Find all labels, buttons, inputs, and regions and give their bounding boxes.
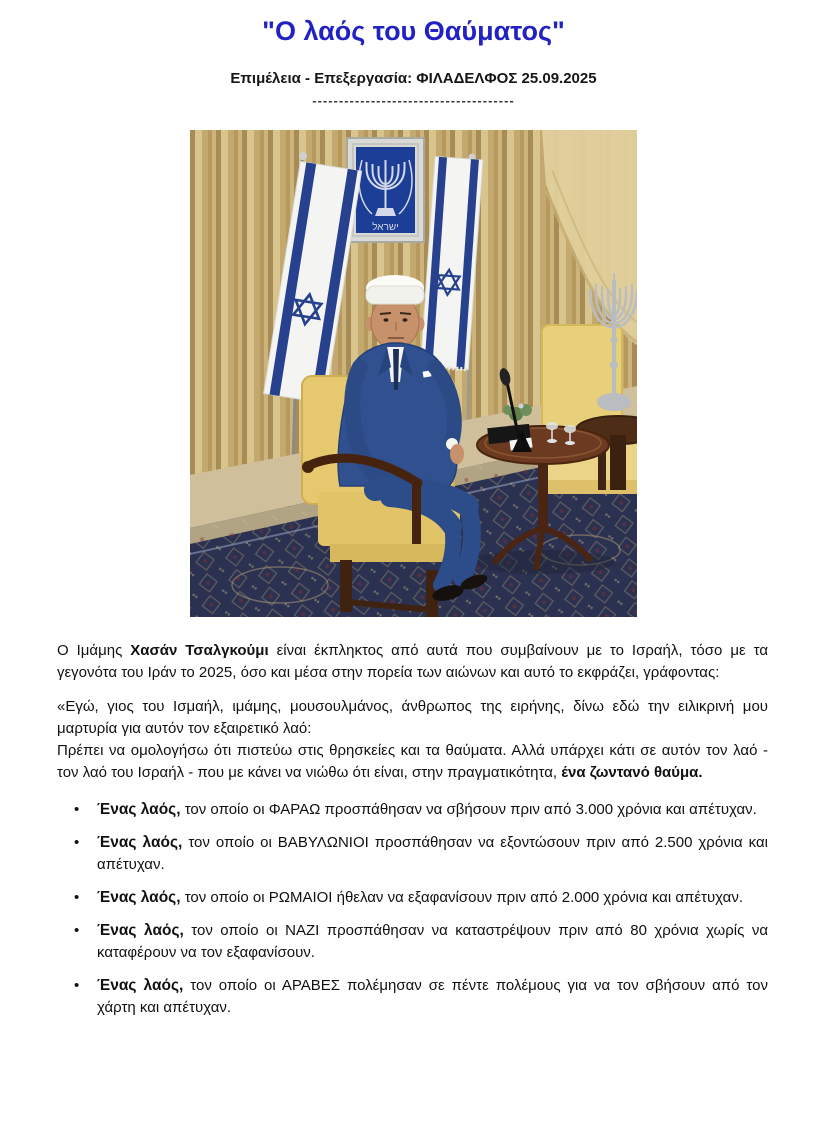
intro-rest: είναι έκπληκτος από αυτά που συμβαίνουν με το Ισραήλ, τόσο με τα γεγονότα του Ιράν το 2025, όσο και μέσα στην πορεία των αιώνων και αυτό το εκφράζει, γράφοντας:	[57, 642, 769, 681]
divider-dashes: --------------------------------------	[312, 93, 515, 108]
intro-prefix: Ο Ιμάμης	[57, 642, 131, 659]
imam-photo	[190, 130, 637, 617]
living-miracle-bold: ένα ζωντανό θαύμα.	[561, 764, 703, 781]
bullet-pharaohs: • Ένας λαός, τον οποίο οι ΦΑΡΑΩ προσπάθησαν να σβήσουν πριν από 3.000 χρόνια και απέτυχαν.	[57, 799, 768, 821]
bullet-arabs: • Ένας λαός, τον οποίο οι ΑΡΑΒΕΣ πολέμησαν σε πέντε πολέμους για να τον σβήσουν από τον χάρτη και απέτυχαν.	[74, 977, 768, 1016]
bullet-dot: •	[74, 922, 80, 939]
bullet-dot: •	[74, 801, 80, 818]
bullet-dot: •	[74, 834, 80, 851]
bullet-romans: • Ένας λαός, τον οποίο οι ΡΩΜΑΙΟΙ ήθελαν να εξαφανίσουν πριν από 2.000 χρόνια και απέτυχαν.	[57, 887, 768, 909]
testimony-line2	[57, 740, 768, 784]
people-bullet-list	[57, 799, 768, 1019]
testimony-line2-text: Πρέπει να ομολογήσω ότι πιστεύω στις θρησκείες και τα θαύματα. Αλλά υπάρχει κάτι σε αυτόν τον λαό - τον λαό του Ισραήλ - που με κάνει να νιώθω ότι είναι, στην πραγματικότητα,	[57, 742, 768, 781]
article-body	[57, 640, 768, 1019]
testimony-line1: «Εγώ, γιος του Ισμαήλ, ιμάμης, μουσουλμάνος, άνθρωπος της ειρήνης, δίνω εδώ την ειλικρινή μου μαρτυρία για αυτόν τον εξαιρετικό λαό:	[57, 698, 768, 737]
testimony-paragraph	[57, 696, 768, 784]
flagpole-finial	[299, 152, 307, 160]
bullet-babylonians: • Ένας λαός, τον οποίο οι ΒΑΒΥΛΩΝΙΟΙ προσπάθησαν να εξοντώσουν πριν από 2.500 χρόνια και απέτυχαν.	[74, 834, 768, 873]
editor-byline: Επιμέλεια - Επεξεργασία: ΦΙΛΑΔΕΛΦΟΣ 25.09.2025	[230, 70, 597, 87]
imam-photo-illustration	[190, 130, 637, 617]
intro-paragraph	[57, 640, 768, 684]
imam-name: Χασάν Τσαλγκούμι	[130, 642, 269, 659]
bullet-dot: •	[74, 889, 80, 906]
white-kufi-cap	[366, 275, 424, 304]
document-page	[0, 16, 827, 1126]
page-title: "Ο λαός του Θαύματος"	[262, 16, 565, 46]
bullet-dot: •	[74, 977, 80, 994]
bullet-nazis: • Ένας λαός, τον οποίο οι ΝΑΖΙ προσπάθησαν να καταστρέψουν πριν από 80 χρόνια χωρίς να καταφέρουν να τον εξαφανίσουν.	[74, 922, 768, 961]
emblem-hebrew-text: ישראל	[372, 222, 399, 233]
tie	[393, 349, 399, 390]
